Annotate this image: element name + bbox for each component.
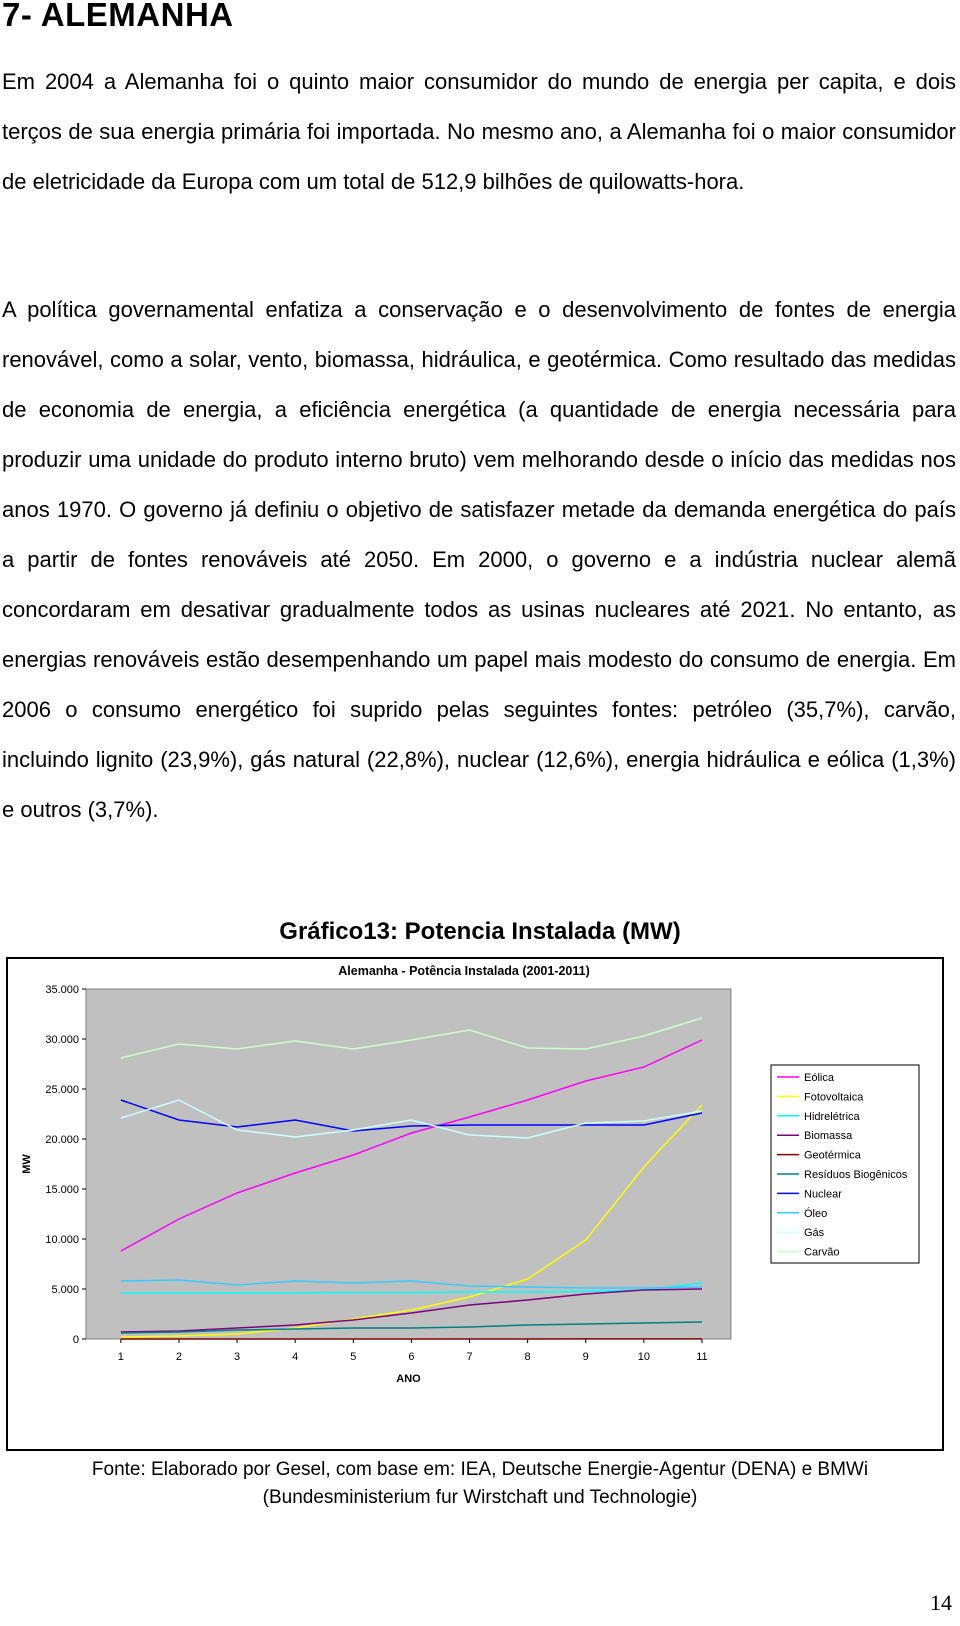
section-heading: 7- ALEMANHA [2,0,234,33]
y-tick-label: 35.000 [45,984,79,996]
x-tick-label: 3 [234,1351,241,1363]
chart-container [6,957,944,1451]
y-tick-label: 15.000 [45,1184,79,1196]
x-tick-label: 5 [350,1351,357,1363]
chart-title: Alemanha - Potência Instalada (2001-2011) [338,964,590,978]
legend-label: Carvão [804,1246,840,1259]
legend-label: Nuclear [804,1188,842,1201]
line-chart [8,959,942,1449]
page-number: 14 [930,1590,952,1615]
x-tick-label: 7 [466,1351,473,1363]
paragraph-intro: Em 2004 a Alemanha foi o quinto maior consumidor do mundo de energia per capita, e dois terços de sua energia primária foi importada. No mesmo ano, a Alemanha foi o maior consumidor de eletricidade da Europa com um total de 512,9 bilhões de quilowatts-hora. [2,69,956,194]
legend-label: Eólica [804,1072,834,1084]
legend-label: Resíduos Biogênicos [804,1169,908,1181]
figure-title: Gráfico13: Potencia Instalada (MW) [279,918,681,945]
source-line-1: Fonte: Elaborado por Gesel, com base em: IEA, Deutsche Energie-Agentur (DENA) e BMWi [91,1459,869,1480]
legend-label: Hidrelétrica [804,1110,860,1123]
x-tick-label: 4 [292,1351,299,1363]
y-tick-label: 25.000 [45,1084,79,1096]
x-tick-label: 2 [175,1351,183,1363]
x-tick-label: 6 [408,1351,415,1363]
legend-label: Biomassa [804,1130,853,1143]
x-tick-label: 9 [582,1351,589,1363]
source-caption [0,1456,960,1512]
x-tick-label: 10 [637,1351,650,1363]
legend-label: Óleo [804,1207,828,1220]
legend-label: Fotovoltaica [804,1091,864,1104]
x-axis-label: ANO [396,1373,421,1385]
y-tick-label: 5.000 [51,1284,79,1296]
y-tick-label: 10.000 [45,1234,79,1246]
plot-area [86,989,731,1339]
legend-label: Gás [804,1227,825,1240]
y-tick-label: 20.000 [45,1134,79,1146]
x-tick-label: 1 [117,1351,124,1363]
y-tick-label: 0 [72,1334,79,1346]
source-line-2: (Bundesministerium fur Wirstchaft und Technologie) [262,1487,698,1508]
x-tick-label: 11 [696,1351,708,1363]
paragraph-policy: A política governamental enfatiza a conservação e o desenvolvimento de fontes de energia renovável, como a solar, vento, biomassa, hidráulica, e geotérmica. Como resultado das medidas de economia de energia, a eficiência energética (a quantidade de energia necessária para produzir uma unidade do produto interno bruto) vem melhorando desde o início das medidas nos anos 1970. O governo já definiu o objetivo de satisfazer metade da demanda energética do país a partir de fontes renováveis até 2050. Em 2000, o governo e a indústria nuclear alemã concordaram em desativar gradualmente todos as usinas nucleares até 2021. No entanto, as energias renováveis estão desempenhando um papel mais modesto do consumo de energia. Em 2006 o consumo energético foi suprido pelas seguintes fontes: petróleo (35,7%), carvão, incluindo lignito (23,9%), gás natural (22,8%), nuclear (12,6%), energia hidráulica e eólica (1,3%) e outros (3,7%). [2,297,956,822]
y-tick-label: 30.000 [45,1034,79,1046]
y-axis-label: MW [21,1154,33,1174]
legend-label: Geotérmica [804,1149,861,1162]
x-tick-label: 8 [524,1351,531,1363]
